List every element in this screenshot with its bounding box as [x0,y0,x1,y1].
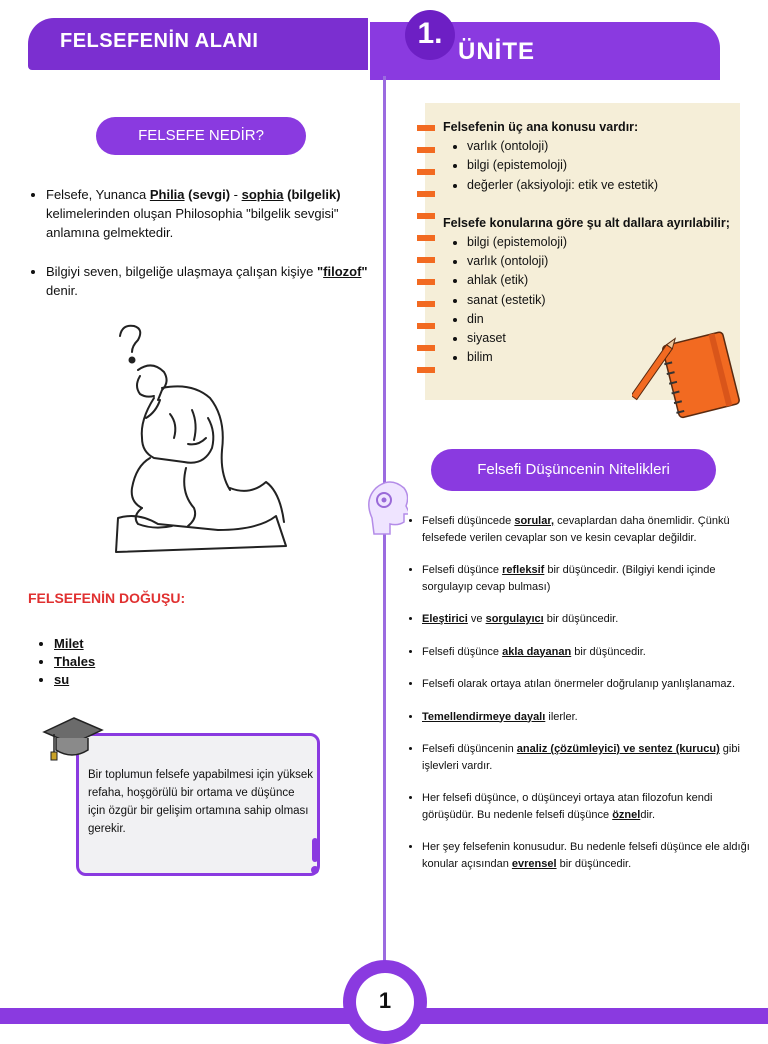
page-title: FELSEFENİN ALANI [60,30,259,52]
list-item: • varlık (ontoloji) [467,252,733,271]
note-tick [417,147,435,153]
graduation-cap-icon [40,708,106,768]
qualities-list [404,513,767,888]
section-pill-nitelikler: Felsefi Düşüncenin Nitelikleri [431,449,716,491]
note-tick [417,235,435,241]
list-item: • Felsefi olarak ortaya atılan önermeler doğrulanıp yanlışlanamaz. [422,676,767,693]
thinking-head-icon [362,478,408,536]
note-heading: Felsefe konularına göre şu alt dallara ayırılabilir; [443,215,730,230]
list-item: • ahlak (etik) [467,271,733,290]
note-tick [417,169,435,175]
list-item: • Felsefi düşünce akla dayanan bir düşüncedir. [422,644,767,661]
thinker-statue-illustration [110,318,290,553]
list-item: • sanat (estetik) [467,291,733,310]
list-item: • Bilgiyi seven, bilgeliğe ulaşmaya çalışan kişiye "filozof" denir. [46,262,386,300]
list-item: • Her şey felsefenin konusudur. Bu nedenle felsefi düşünce ele aldığı konular açısından evrensel bir düşüncedir. [422,839,767,872]
unit-number: 1. [405,10,455,60]
quote-text: Bir toplumun felsefe yapabilmesi için yüksek refaha, hoşgörülü bir ortama ve düşünce için özgür bir gelişim ortamına sahip olması gerekir. [88,769,313,835]
list-item: • değerler (aksiyoloji: etik ve estetik) [467,176,733,195]
definition-list [28,185,386,320]
note-tick [417,301,435,307]
list-item: • bilgi (epistemoloji) [467,233,733,252]
note-tick [417,323,435,329]
list-item: • Felsefe, Yunanca Philia (sevgi) - sophia (bilgelik) kelimelerinden oluşan Philosophia "bilgelik sevgisi" anlamına gelmektedir. [46,185,386,242]
note-tick [417,213,435,219]
list-item: • Felsefi düşüncenin analiz (çözümleyici) ve sentez (kurucu) gibi işlevleri vardır. [422,741,767,774]
list-item: • Felsefi düşünce refleksif bir düşüncedir. (Bilgiyi kendi içinde sorgulayıp cevap bulması) [422,562,767,595]
note-tick [417,367,435,373]
page-number: 1 [356,973,414,1031]
list-item: • din [467,310,733,329]
list-item: • siyaset [467,329,733,348]
list-item: • varlık (ontoloji) [467,137,733,156]
unit-label: ÜNİTE [458,38,535,65]
list-item: • Thales [54,653,95,671]
section-pill-felsefe-nedir: FELSEFE NEDİR? [96,117,306,155]
origin-title: FELSEFENİN DOĞUŞU: [28,590,186,606]
topics-list [443,137,733,195]
list-item: • Milet [54,635,95,653]
list-item: • Eleştirici ve sorgulayıcı bir düşüncedir. [422,611,767,628]
note-tick [417,257,435,263]
notebook-pencil-icon [632,330,742,422]
origin-list [36,635,95,689]
note-tick [417,345,435,351]
list-item: • bilim [467,348,733,367]
note-tick [417,125,435,131]
list-item: • Her felsefi düşünce, o düşünceyi ortaya atan filozofun kendi görüşüdür. Bu nedenle felsefi düşünce özneldir. [422,790,767,823]
list-item: • Temellendirmeye dayalı ilerler. [422,709,767,726]
list-item: • su [54,671,95,689]
note-heading: Felsefenin üç ana konusu vardır: [443,120,639,134]
question-mark-icon [120,326,140,352]
note-tick [417,191,435,197]
list-item: • bilgi (epistemoloji) [467,156,733,175]
list-item: • Felsefi düşüncede sorular, cevaplardan daha önemlidir. Çünkü felsefede verilen cevaplar son ve kesin cevaplar değildir. [422,513,767,546]
note-tick [417,279,435,285]
exclamation-icon [306,836,324,876]
